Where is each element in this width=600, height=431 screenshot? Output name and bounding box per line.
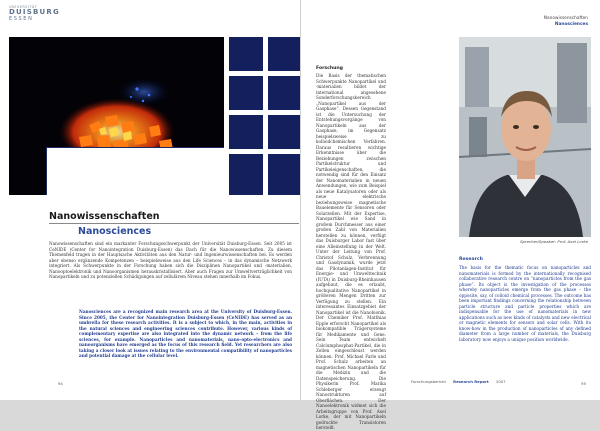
layout-cutout	[46, 147, 224, 195]
heading-rule	[49, 223, 299, 224]
footer-brand: Forschungsbericht	[411, 379, 446, 384]
decor-square	[268, 76, 300, 110]
research-text-english: The basis for the thematic focus on nanoparticles and nanomaterials is formed by the internationally recognised collaborative research centre on “nanoparticles from the gas phase”. Its object is the investigation of the processes whereby nanoparticles emerge from the gas phase – the opposite, say, of colloid chemical processes. The outcome has been important findings concerning the relationship between particle structure and particle properties which are indispensable for the use of nanomaterials in new applications such as new kinds of catalysts and new electrical or magnetic elements for sensors and solar cells. With its know-how in the production of nanoparticles of any defined diameter from a large number of materials, the Duisburg laboratory now enjoys a unique position worldwide.	[459, 265, 591, 342]
decor-square	[268, 115, 300, 149]
decor-square	[268, 154, 300, 195]
footer-title: Research Report	[453, 379, 489, 384]
logo-main: DUISBURG	[9, 8, 60, 16]
research-heading-english: Research	[459, 257, 483, 262]
logo-pre: UNIVERSITÄT	[9, 5, 38, 9]
heading-german: Nanowissenschaften	[49, 211, 160, 222]
footer-year: 2007	[495, 379, 506, 384]
section-label-english: Nanosciences	[554, 22, 588, 27]
intro-german: Nanowissenschaften sind ein markanter Forschungsschwerpunkt der Universität Duisburg-Essen. Seit 2005 ist CeNIDE (Center for Nanointegration Duisburg-Essen) das Dach für die Nanowissenschaften. Zu diesem Themenfeld tragen in der Hauptsache Aktivitäten aus den Natur- und Ingenieurwissenschaften bei. Es werden aber ebenso ergänzende Kompetenzen – beispielsweise aus den Life Sciences – in das dynamische Netzwerk integriert. Als Schwerpunkte in der Forschung haben sich die Disziplinen Nanopartikel und -materialien, Nanooptoelektronik und Nanoorganismen herauskristallisiert. Aber auch Fragen zur Umweltverträglichkeit von Nanopartikeln und zu potenziellen Schädigungen auf zellulärem Niveau stehen innerhalb im Fokus.	[49, 241, 292, 279]
section-label-german: Nanowissenschaften	[543, 16, 588, 21]
footer	[411, 379, 512, 384]
research-heading-german: Forschung	[316, 66, 343, 71]
research-text-german: Die Basis der thematischen Schwerpunkte Nanopartikel und -materialien bildet der international angesehene Sonderforschungsbereich „Nanopartikel aus der Gasphase“. Dessen Gegenstand ist die Untersuchung der Entstehungsvorgänge von Nanopartikeln aus der Gasphase, im Gegensatz beispielsweise zu kolloidchemischen Verfahren. Daraus resultieren wichtige Erkenntnisse über die Beziehungen zwischen Partikelstruktur und Partikeleigenschaften, die notwendig sind für den Einsatz der Nanomaterialien in neuen Anwendungen, wie zum Beispiel als neue Katalysatoren oder als neue elektrische beziehungsweise magnetische Bauelemente für Sensoren oder Solarzellen. Mit der Expertise, Nanopartikel wie Sand in großem Durchmesser aus einer großen Zahl von Materialien herstellen zu können, verfügt das Duisburger Labor fast über eine Alleinstellung in der Welt. Unter der Leitung von Prof. Christof Schulz, Verbrennung und Gasdynamik, wurde jetzt das Pilotanlagen-Institut für Energie- und Umwelttechnik (IUTA) in Duisburg-Rheinhausen aufgebaut, die es erlaubt, hochqualitative Nanopartikel in größeren Mengen Dritten zur Verfügung zu stellen. Ein interessantes Einsatzgebiet der Nanopartikel ist die Nanobionik. Der Chemiker Prof. Matthias Epple erforscht Nanopartikel als biokompatible Trägersysteme für Medikamente und Gene. Sein Team entwickelt Calciumphosphat-Partikel, die in Zellen eingeschleust werden können. Prof. Michael Farle und Prof. Schulz arbeiten an magnetischen Nanopartikeln für die Medizin und die Datenspeicherung. Die Physikerin Prof. Marika Schleberger erzeugt Nanostrukturen auf Oberflächen. Der Nanoelektronik widmet sich die Arbeitsgruppe von Prof. Axel Lorke, der mit Nanopartikeln gedruckte Transistoren herstellt.	[316, 73, 386, 430]
university-logo	[9, 5, 60, 22]
cutout-rule-vertical	[46, 147, 47, 195]
page-number: 95	[581, 381, 586, 386]
decor-square	[229, 37, 263, 71]
decor-square	[268, 37, 300, 71]
page-number: 94	[58, 381, 63, 386]
cutout-rule-horizontal	[46, 147, 224, 148]
left-page	[0, 0, 300, 400]
decor-square	[229, 76, 263, 110]
decor-square	[229, 154, 263, 195]
photo-credit: Sprecher/Speaker: Prof. Axel Lorke	[520, 239, 588, 244]
heading-english: Nanosciences	[78, 226, 152, 237]
decor-square	[229, 115, 263, 149]
right-page	[300, 0, 600, 430]
logo-sub: ESSEN	[9, 16, 34, 22]
speaker-portrait	[459, 37, 591, 237]
intro-english: Nanosciences are a recognized main research area at the University of Duisburg-Essen. Since 2005, the Center for Nanointegration Duisburg-Essen (CeNIDE) has served as an umbrella for these research activities. It is a subject to which, in the main, activities in the natural sciences and engineering sciences contribute. However, various kinds of complementary expertise are also integrated into the dynamic network – from the life sciences, for example. Nanoparticles and nanomaterials, nano-opto-electronics and nanoorganisms have emerged as the focus of this research field. Yet researchers are also taking a closer look at issues relating to the environmental compatibility of nanoparticles and potential damage at the cellular level.	[79, 309, 292, 358]
